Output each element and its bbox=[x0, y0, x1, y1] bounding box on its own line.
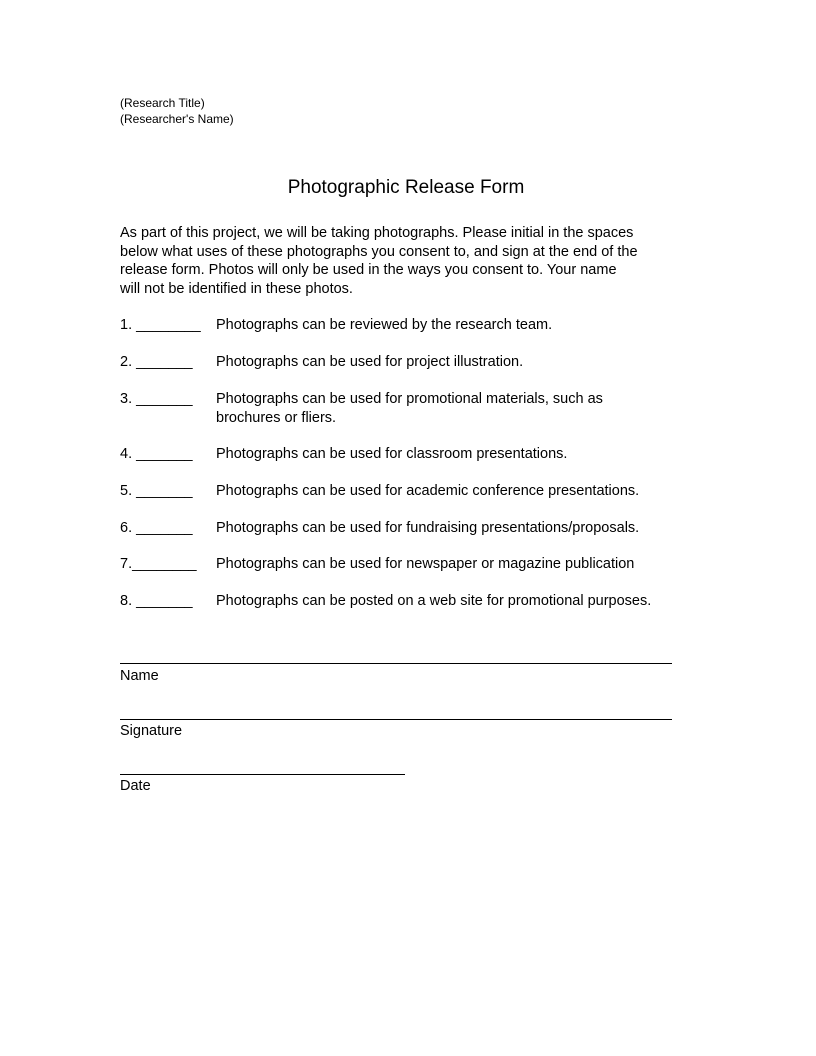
consent-item-line: Photographs can be posted on a web site for promotional purposes. bbox=[216, 593, 652, 609]
initial-blank-4[interactable]: 4. _______ bbox=[120, 446, 193, 462]
page-title: Photographic Release Form bbox=[287, 177, 525, 198]
name-line[interactable] bbox=[120, 663, 672, 664]
consent-item-line: Photographs can be used for classroom presentations. bbox=[216, 446, 568, 462]
intro-line: As part of this project, we will be taking photographs. Please initial in the spaces bbox=[120, 225, 634, 241]
intro-line: will not be identified in these photos. bbox=[120, 280, 353, 297]
consent-item-text bbox=[216, 555, 706, 574]
consent-item-line: Photographs can be reviewed by the research team. bbox=[216, 317, 553, 333]
consent-item-line: Photographs can be used for academic conference presentations. bbox=[216, 483, 640, 499]
consent-item-line: Photographs can be used for promotional materials, such as bbox=[216, 391, 603, 407]
consent-item-text bbox=[216, 390, 706, 427]
researcher-name: (Researcher's Name) bbox=[120, 112, 234, 126]
document-header bbox=[120, 95, 234, 127]
signature-line[interactable] bbox=[120, 719, 672, 720]
date-label: Date bbox=[120, 778, 151, 794]
consent-item-text bbox=[216, 519, 706, 538]
initial-blank-1[interactable]: 1. ________ bbox=[120, 317, 201, 333]
initial-blank-6[interactable]: 6. _______ bbox=[120, 520, 193, 536]
consent-item-text bbox=[216, 353, 706, 372]
name-label: Name bbox=[120, 668, 159, 684]
intro-line: release form. Photos will only be used in the ways you consent to. Your name bbox=[120, 262, 617, 278]
initial-blank-8[interactable]: 8. _______ bbox=[120, 593, 193, 609]
initial-blank-2[interactable]: 2. _______ bbox=[120, 354, 193, 370]
consent-item-text bbox=[216, 592, 706, 611]
consent-item-text bbox=[216, 445, 706, 464]
consent-item-text bbox=[216, 482, 706, 501]
consent-item-line: brochures or fliers. bbox=[216, 409, 337, 426]
initial-blank-5[interactable]: 5. _______ bbox=[120, 483, 193, 499]
consent-item-text bbox=[216, 316, 706, 335]
consent-item-line: Photographs can be used for project illustration. bbox=[216, 354, 524, 370]
signature-label: Signature bbox=[120, 723, 183, 739]
initial-blank-7[interactable]: 7.________ bbox=[120, 556, 197, 572]
intro-line: below what uses of these photographs you consent to, and sign at the end of the bbox=[120, 243, 638, 260]
consent-item-line: Photographs can be used for newspaper or magazine publication bbox=[216, 556, 635, 572]
consent-item-line: Photographs can be used for fundraising presentations/proposals. bbox=[216, 520, 640, 536]
date-line[interactable] bbox=[120, 774, 405, 775]
research-title: (Research Title) bbox=[120, 96, 205, 110]
intro-paragraph bbox=[120, 224, 690, 298]
initial-blank-3[interactable]: 3. _______ bbox=[120, 391, 193, 407]
